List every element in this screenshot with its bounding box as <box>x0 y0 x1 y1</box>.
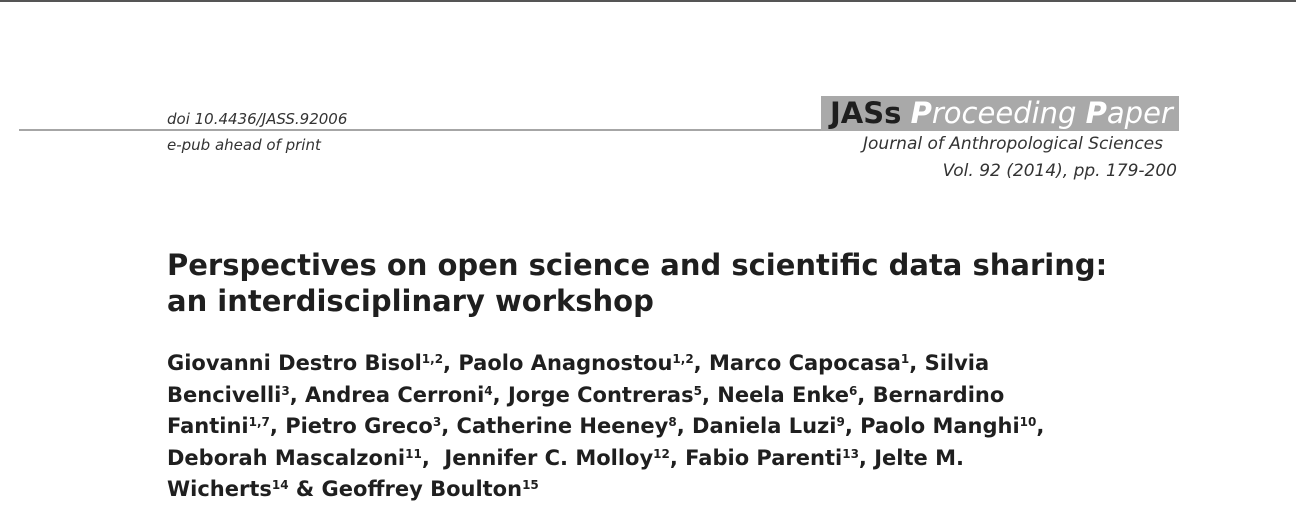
brand-proceeding-paper <box>911 96 1173 130</box>
author-name: Geoffrey Boulton <box>321 477 523 501</box>
author-affiliation-mark: 3 <box>432 414 442 429</box>
author-affiliation-mark: 15 <box>522 477 539 492</box>
author-name: Fabio Parenti <box>685 445 843 470</box>
volume-pages: Vol. 92 (2014), pp. 179-200 <box>942 161 1177 181</box>
author-separator: , <box>693 351 709 375</box>
author-name: Andrea Cerroni <box>305 382 485 407</box>
author-separator: , <box>909 351 925 375</box>
brand-aper: aper <box>1106 96 1173 130</box>
author-affiliation-mark: 9 <box>836 414 845 429</box>
author-separator: , <box>844 414 861 438</box>
author-separator: , <box>441 414 457 438</box>
author-separator: , <box>492 382 508 407</box>
author-name: Giovanni Destro Bisol <box>167 351 422 375</box>
author-name: Neela Enke <box>717 382 849 407</box>
epub-note: e-pub ahead of print <box>167 136 321 154</box>
author-name: Silvia <box>924 351 990 375</box>
author-line <box>167 348 1247 380</box>
author-separator: , <box>269 414 286 438</box>
title-line-1: Perspectives on open science and scientific data sharing: <box>167 248 1108 282</box>
author-list <box>167 348 1247 506</box>
author-affiliation-mark: 10 <box>1019 414 1037 429</box>
author-separator: , <box>858 445 875 470</box>
doi-text: doi 10.4436/JASS.92006 <box>167 110 348 128</box>
author-affiliation-mark: 11 <box>405 446 422 461</box>
author-separator: , <box>1036 414 1045 438</box>
author-name: Jorge Contreras <box>507 382 694 407</box>
author-separator: , <box>421 445 445 470</box>
brand-jass: JASs <box>830 96 902 130</box>
author-separator: , <box>289 382 306 407</box>
author-affiliation-mark: 13 <box>842 446 859 461</box>
author-name: Fantini <box>167 414 249 438</box>
author-affiliation-mark: 1,7 <box>248 414 270 429</box>
brand-p1: P <box>910 96 932 130</box>
author-separator: , <box>443 351 459 375</box>
author-name: Catherine Heeney <box>456 414 669 438</box>
author-separator: , <box>676 414 693 438</box>
author-name: Bencivelli <box>167 382 282 407</box>
brand-p2: P <box>1085 96 1107 130</box>
author-affiliation-mark: 14 <box>271 477 289 492</box>
journal-brand-banner <box>821 96 1179 131</box>
author-line <box>167 380 1247 412</box>
author-affiliation-mark: 12 <box>653 446 670 461</box>
author-name: Bernardino <box>872 382 1005 407</box>
author-name: Paolo Manghi <box>860 414 1020 438</box>
author-separator: , <box>701 382 718 407</box>
paper-title <box>167 247 1227 319</box>
title-line-2: an interdisciplinary workshop <box>167 284 654 318</box>
author-name: Daniela Luzi <box>692 414 837 438</box>
author-affiliation-mark: 1,2 <box>672 351 694 366</box>
brand-roceeding: roceeding <box>931 96 1077 130</box>
author-affiliation-mark: 8 <box>668 414 677 429</box>
author-line <box>167 443 1247 475</box>
author-affiliation-mark: 1,2 <box>421 351 444 366</box>
author-name: Jennifer C. Molloy <box>444 445 654 470</box>
author-name: Pietro Greco <box>285 414 433 438</box>
journal-name: Journal of Anthropological Sciences <box>863 134 1163 154</box>
author-separator: , <box>669 445 686 470</box>
author-name: Paolo Anagnostou <box>458 351 673 375</box>
author-affiliation-mark: 6 <box>848 383 858 398</box>
author-separator: , <box>857 382 873 407</box>
author-name: Jelte M. <box>874 445 964 470</box>
author-affiliation-mark: 5 <box>693 383 702 398</box>
author-name: Wicherts <box>167 477 272 501</box>
header-rule <box>19 129 821 131</box>
top-border-line <box>0 0 1296 2</box>
author-affiliation-mark: 3 <box>281 383 290 398</box>
author-name: Deborah Mascalzoni <box>167 445 406 470</box>
author-separator: & <box>288 477 322 501</box>
author-name: Marco Capocasa <box>708 351 901 375</box>
author-affiliation-mark: 4 <box>484 383 493 398</box>
author-line <box>167 474 1247 506</box>
author-line <box>167 411 1247 443</box>
author-affiliation-mark: 1 <box>900 351 910 366</box>
